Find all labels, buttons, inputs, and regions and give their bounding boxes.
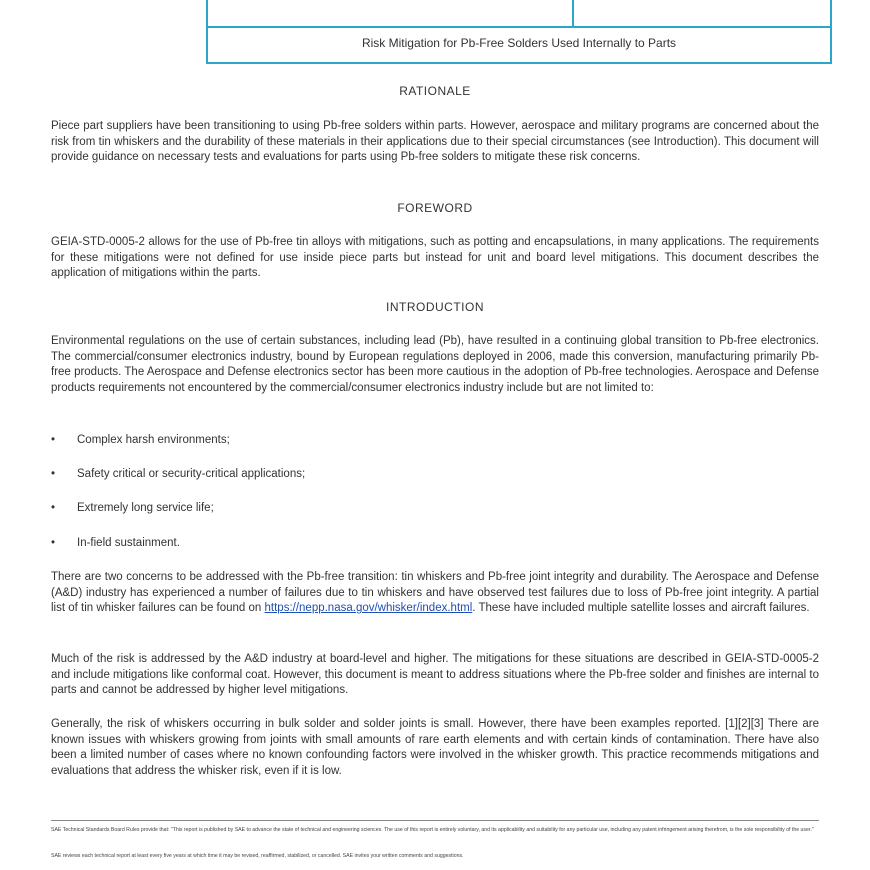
introduction-heading: INTRODUCTION [386,300,484,314]
foreword-heading: FOREWORD [397,201,473,215]
introduction-paragraph-4: Generally, the risk of whiskers occurring in bulk solder and solder joints is small. However, there have been examples reported. [1][2][3] There are known issues with whiskers growing from joints with small amounts of rare earth elements and with certain kinds of contamination. There have also been a limited number of cases where no known confounding factors were involved in the whisker growth. This practice recommends mitigations and evaluations that address the whisker risk, even if it is low. [51,718,819,777]
rationale-heading: RATIONALE [399,84,471,98]
introduction-paragraph-3: Much of the risk is addressed by the A&D industry at board-level and higher. The mitigations for these situations are described in GEIA-STD-0005-2 and include mitigations like conformal coat. However, this document is meant to address situations where the Pb-free solder and finishes are internal to parts and cannot be addressed by higher level mitigations. [51,653,819,697]
foreword-text: GEIA-STD-0005-2 allows for the use of Pb-free tin alloys with mitigations, such as potting and encapsulations, in many applications. The requirements for these mitigations were not defined for use inside piece parts but instead for unit and board level mitigations. This document describes the application of mitigations within the parts. [51,236,819,280]
introduction-paragraph-2 [51,570,819,617]
bullet-icon: • [51,502,56,514]
list-item-text: Complex harsh environments; [77,434,230,446]
footer-note-2: SAE reviews each technical report at least every five years at which time it may be revised, reaffirmed, stabilized, or cancelled. SAE invites your written comments and suggestions. [51,853,464,859]
bullet-icon: • [51,468,56,480]
whisker-failures-link[interactable]: https://nepp.nasa.gov/whisker/index.html [264,602,473,615]
footer-divider [51,820,819,821]
header-cell-divider [572,0,574,26]
footer-note-1: SAE Technical Standards Board Rules provide that: "This report is published by SAE to advance the state of technical and engineering sciences. The use of this report is entirely voluntary, and its applicability and suitability for any particular use, including any patent infringement arising therefrom, is the sole responsibility of the user." [51,827,814,833]
bullet-icon: • [51,537,56,549]
paragraph-2-text-end: . These have included multiple satellite losses and aircraft failures. [472,602,810,615]
introduction-paragraph-1: Environmental regulations on the use of certain substances, including lead (Pb), have resulted in a continuing global transition to Pb-free electronics. The commercial/consumer electronics industry, bound by European regulations deployed in 2006, made this conversion, manufacturing primarily Pb-free products. The Aerospace and Defense electronics sector has been more cautious in the adoption of Pb-free technologies. Aerospace and Defense products requirements not encountered by the commercial/consumer electronics industry include but are not limited to: [51,335,819,394]
list-item-text: Safety critical or security-critical applications; [77,468,306,480]
bullet-icon: • [51,434,56,446]
paragraph-2-text-start: There are two concerns to be addressed with the Pb-free transition: tin whiskers and Pb-free joint integrity and durability. The Aerospace and Defense (A&D) industry has experienced a number of failures due to tin whiskers and have observed test failures due to loss of Pb-free joint integrity. A partial list of tin whisker failures can be found on [51,571,819,615]
rationale-text: Piece part suppliers have been transitioning to using Pb-free solders within parts. However, aerospace and military programs are concerned about the risk from tin whiskers and the durability of these materials in their applications due to their special circumstances (see Introduction). This document will provide guidance on necessary tests and evaluations for parts using Pb-free solders to mitigate these risk concerns. [51,120,819,164]
header-table [206,0,832,64]
list-item-text: Extremely long service life; [77,502,214,514]
list-item-text: In-field sustainment. [77,537,180,549]
document-title: Risk Mitigation for Pb-Free Solders Used Internally to Parts [361,36,677,50]
header-top-row [208,0,830,28]
